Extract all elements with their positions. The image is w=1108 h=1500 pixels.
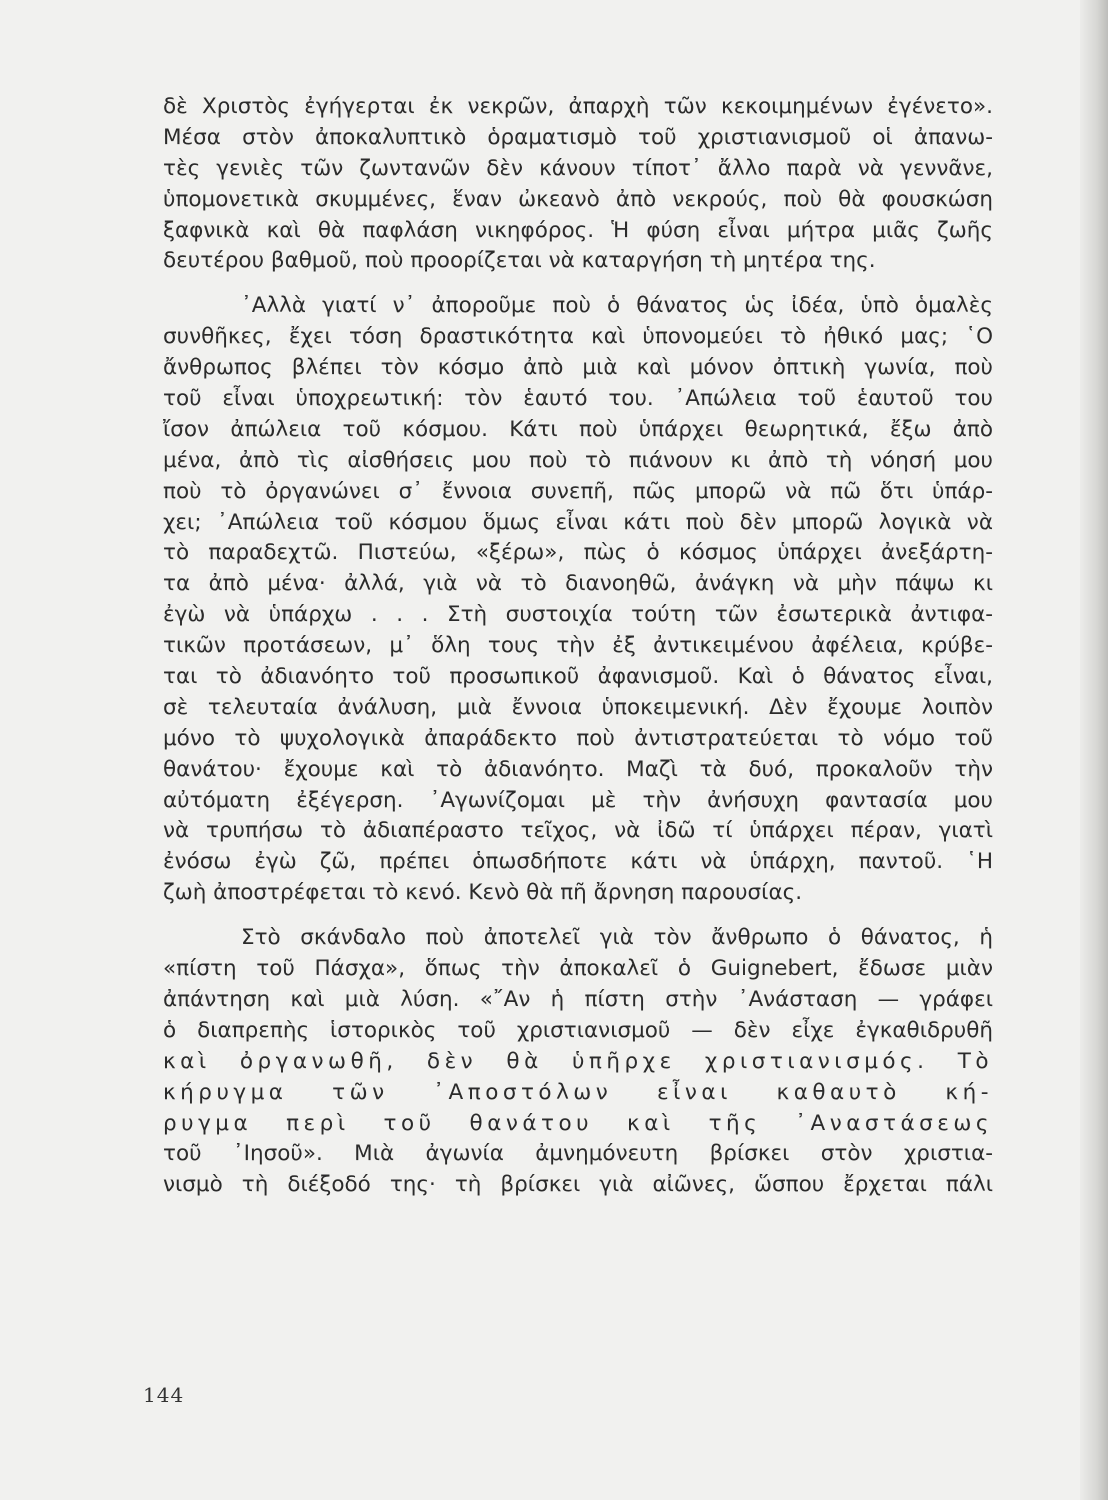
text-line: χει; ᾿Απώλεια τοῦ κόσμου ὅμως εἶναι κάτι ποὺ δὲν μπορῶ λογικὰ νὰ <box>163 509 993 535</box>
text-line: τὲς γενιὲς τῶν ζωντανῶν δὲν κάνουν τίποτ᾿ ἄλλο παρὰ νὰ γεννᾶνε, <box>163 155 993 181</box>
page-edge-shadow <box>1080 0 1108 1500</box>
page-number: 144 <box>143 1383 185 1407</box>
text-line: «πίστη τοῦ Πάσχα», ὅπως τὴν ἀποκαλεῖ ὁ Guignebert, ἔδωσε μιὰν <box>163 956 993 982</box>
text-line: τα ἀπὸ μένα· ἀλλά, γιὰ νὰ τὸ διανοηθῶ, ἀνάγκη νὰ μὴν πάψω κι <box>163 571 993 597</box>
body-text <box>163 92 993 1201</box>
text-line: νὰ τρυπήσω τὸ ἀδιαπέραστο τεῖχος, νὰ ἰδῶ τί ὑπάρχει πέραν, γιατὶ <box>163 818 993 844</box>
text-line: Μέσα στὸν ἀποκαλυπτικὸ ὁραματισμὸ τοῦ χριστιανισμοῦ οἱ ἀπανω- <box>163 124 993 150</box>
text-line: ται τὸ ἀδιανόητο τοῦ προσωπικοῦ ἀφανισμοῦ. Καὶ ὁ θάνατος εἶναι, <box>163 664 993 690</box>
text-line: ᾿Αλλὰ γιατί ν᾿ ἀποροῦμε ποὺ ὁ θάνατος ὡς ἰδέα, ὑπὸ ὁμαλὲς <box>241 293 993 319</box>
paragraph-gap <box>163 277 993 291</box>
text-line: ἄνθρωπος βλέπει τὸν κόσμο ἀπὸ μιὰ καὶ μόνον ὀπτικὴ γωνία, ποὺ <box>163 355 993 381</box>
text-line: συνθῆκες, ἔχει τόση δραστικότητα καὶ ὑπονομεύει τὸ ἠθικό μας; ῾Ο <box>163 324 993 350</box>
paragraph-1 <box>163 92 993 277</box>
text-line: δὲ Χριστὸς ἐγήγερται ἐκ νεκρῶν, ἀπαρχὴ τῶν κεκοιμημένων ἐγένετο». <box>163 94 993 119</box>
text-line: ζωὴ ἀποστρέφεται τὸ κενό. Κενὸ θὰ πῆ ἄρνηση παρουσίας. <box>163 880 803 906</box>
text-line: ποὺ τὸ ὀργανώνει σ᾿ ἔννοια συνεπῆ, πῶς μπορῶ νὰ πῶ ὅτι ὑπάρ- <box>163 478 993 504</box>
text-line: μόνο τὸ ψυχολογικὰ ἀπαράδεκτο ποὺ ἀντιστρατεύεται τὸ νόμο τοῦ <box>163 725 993 751</box>
text-line: ὁ διαπρεπὴς ἱστορικὸς τοῦ χριστιανισμοῦ — δὲν εἶχε ἐγκαθιδρυθῆ <box>163 1017 993 1043</box>
text-line: ἐγὼ νὰ ὑπάρχω . . . Στὴ συστοιχία τούτη τῶν ἐσωτερικὰ ἀντιφα- <box>163 602 993 628</box>
text-line: ἐνόσω ἐγὼ ζῶ, πρέπει ὁπωσδήποτε κάτι νὰ ὑπάρχη, παντοῦ. ῾Η <box>163 849 993 875</box>
paragraph-3 <box>163 923 993 1201</box>
text-line: σὲ τελευταία ἀνάλυση, μιὰ ἔννοια ὑποκειμενική. Δὲν ἔχουμε λοιπὸν <box>163 694 993 720</box>
text-line: ρυγμα περὶ τοῦ θανάτου καὶ τῆς ᾿Αναστάσεως <box>163 1110 993 1136</box>
text-line: δευτέρου βαθμοῦ, ποὺ προορίζεται νὰ καταργήση τὴ μητέρα της. <box>163 248 876 274</box>
text-line: ὑπομονετικὰ σκυμμένες, ἕναν ὠκεανὸ ἀπὸ νεκρούς, ποὺ θὰ φουσκώση <box>163 186 993 212</box>
text-line: μένα, ἀπὸ τὶς αἰσθήσεις μου ποὺ τὸ πιάνουν κι ἀπὸ τὴ νόησή μου <box>163 447 993 473</box>
text-line: αὐτόματη ἐξέγερση. ᾿Αγωνίζομαι μὲ τὴν ἀνήσυχη φαντασία μου <box>163 787 993 813</box>
paragraph-gap <box>163 909 993 923</box>
text-line: τοῦ εἶναι ὑποχρεωτική: τὸν ἑαυτό του. ᾿Απώλεια τοῦ ἑαυτοῦ του <box>163 386 993 412</box>
text-line: ἀπάντηση καὶ μιὰ λύση. «῎Αν ἡ πίστη στὴν ᾿Ανάσταση — γράφει <box>163 986 993 1012</box>
text-line: θανάτου· ἔχουμε καὶ τὸ ἀδιανόητο. Μαζὶ τὰ δυό, προκαλοῦν τὴν <box>163 756 993 782</box>
paragraph-2 <box>163 291 993 909</box>
text-line: νισμὸ τὴ διέξοδό της· τὴ βρίσκει γιὰ αἰῶνες, ὥσπου ἔρχεται πάλι <box>163 1172 993 1198</box>
text-line: Στὸ σκάνδαλο ποὺ ἀποτελεῖ γιὰ τὸν ἄνθρωπο ὁ θάνατος, ἡ <box>241 925 993 951</box>
text-line: τικῶν προτάσεων, μ᾿ ὅλη τους τὴν ἐξ ἀντικειμένου ἀφέλεια, κρύβε- <box>163 633 993 659</box>
text-line: κήρυγμα τῶν ᾿Αποστόλων εἶναι καθαυτὸ κή- <box>163 1079 993 1105</box>
text-line: τοῦ ᾿Ιησοῦ». Μιὰ ἀγωνία ἀμνημόνευτη βρίσκει στὸν χριστια- <box>163 1141 993 1167</box>
text-line: ξαφνικὰ καὶ θὰ παφλάση νικηφόρος. Ἡ φύση εἶναι μήτρα μιᾶς ζωῆς <box>163 217 993 243</box>
text-line: καὶ ὀργανωθῆ, δὲν θὰ ὑπῆρχε χριστιανισμός. Τὸ <box>163 1048 993 1074</box>
text-line: ἴσον ἀπώλεια τοῦ κόσμου. Κάτι ποὺ ὑπάρχει θεωρητικά, ἔξω ἀπὸ <box>163 416 993 442</box>
text-line: τὸ παραδεχτῶ. Πιστεύω, «ξέρω», πὼς ὁ κόσμος ὑπάρχει ἀνεξάρτη- <box>163 540 993 566</box>
